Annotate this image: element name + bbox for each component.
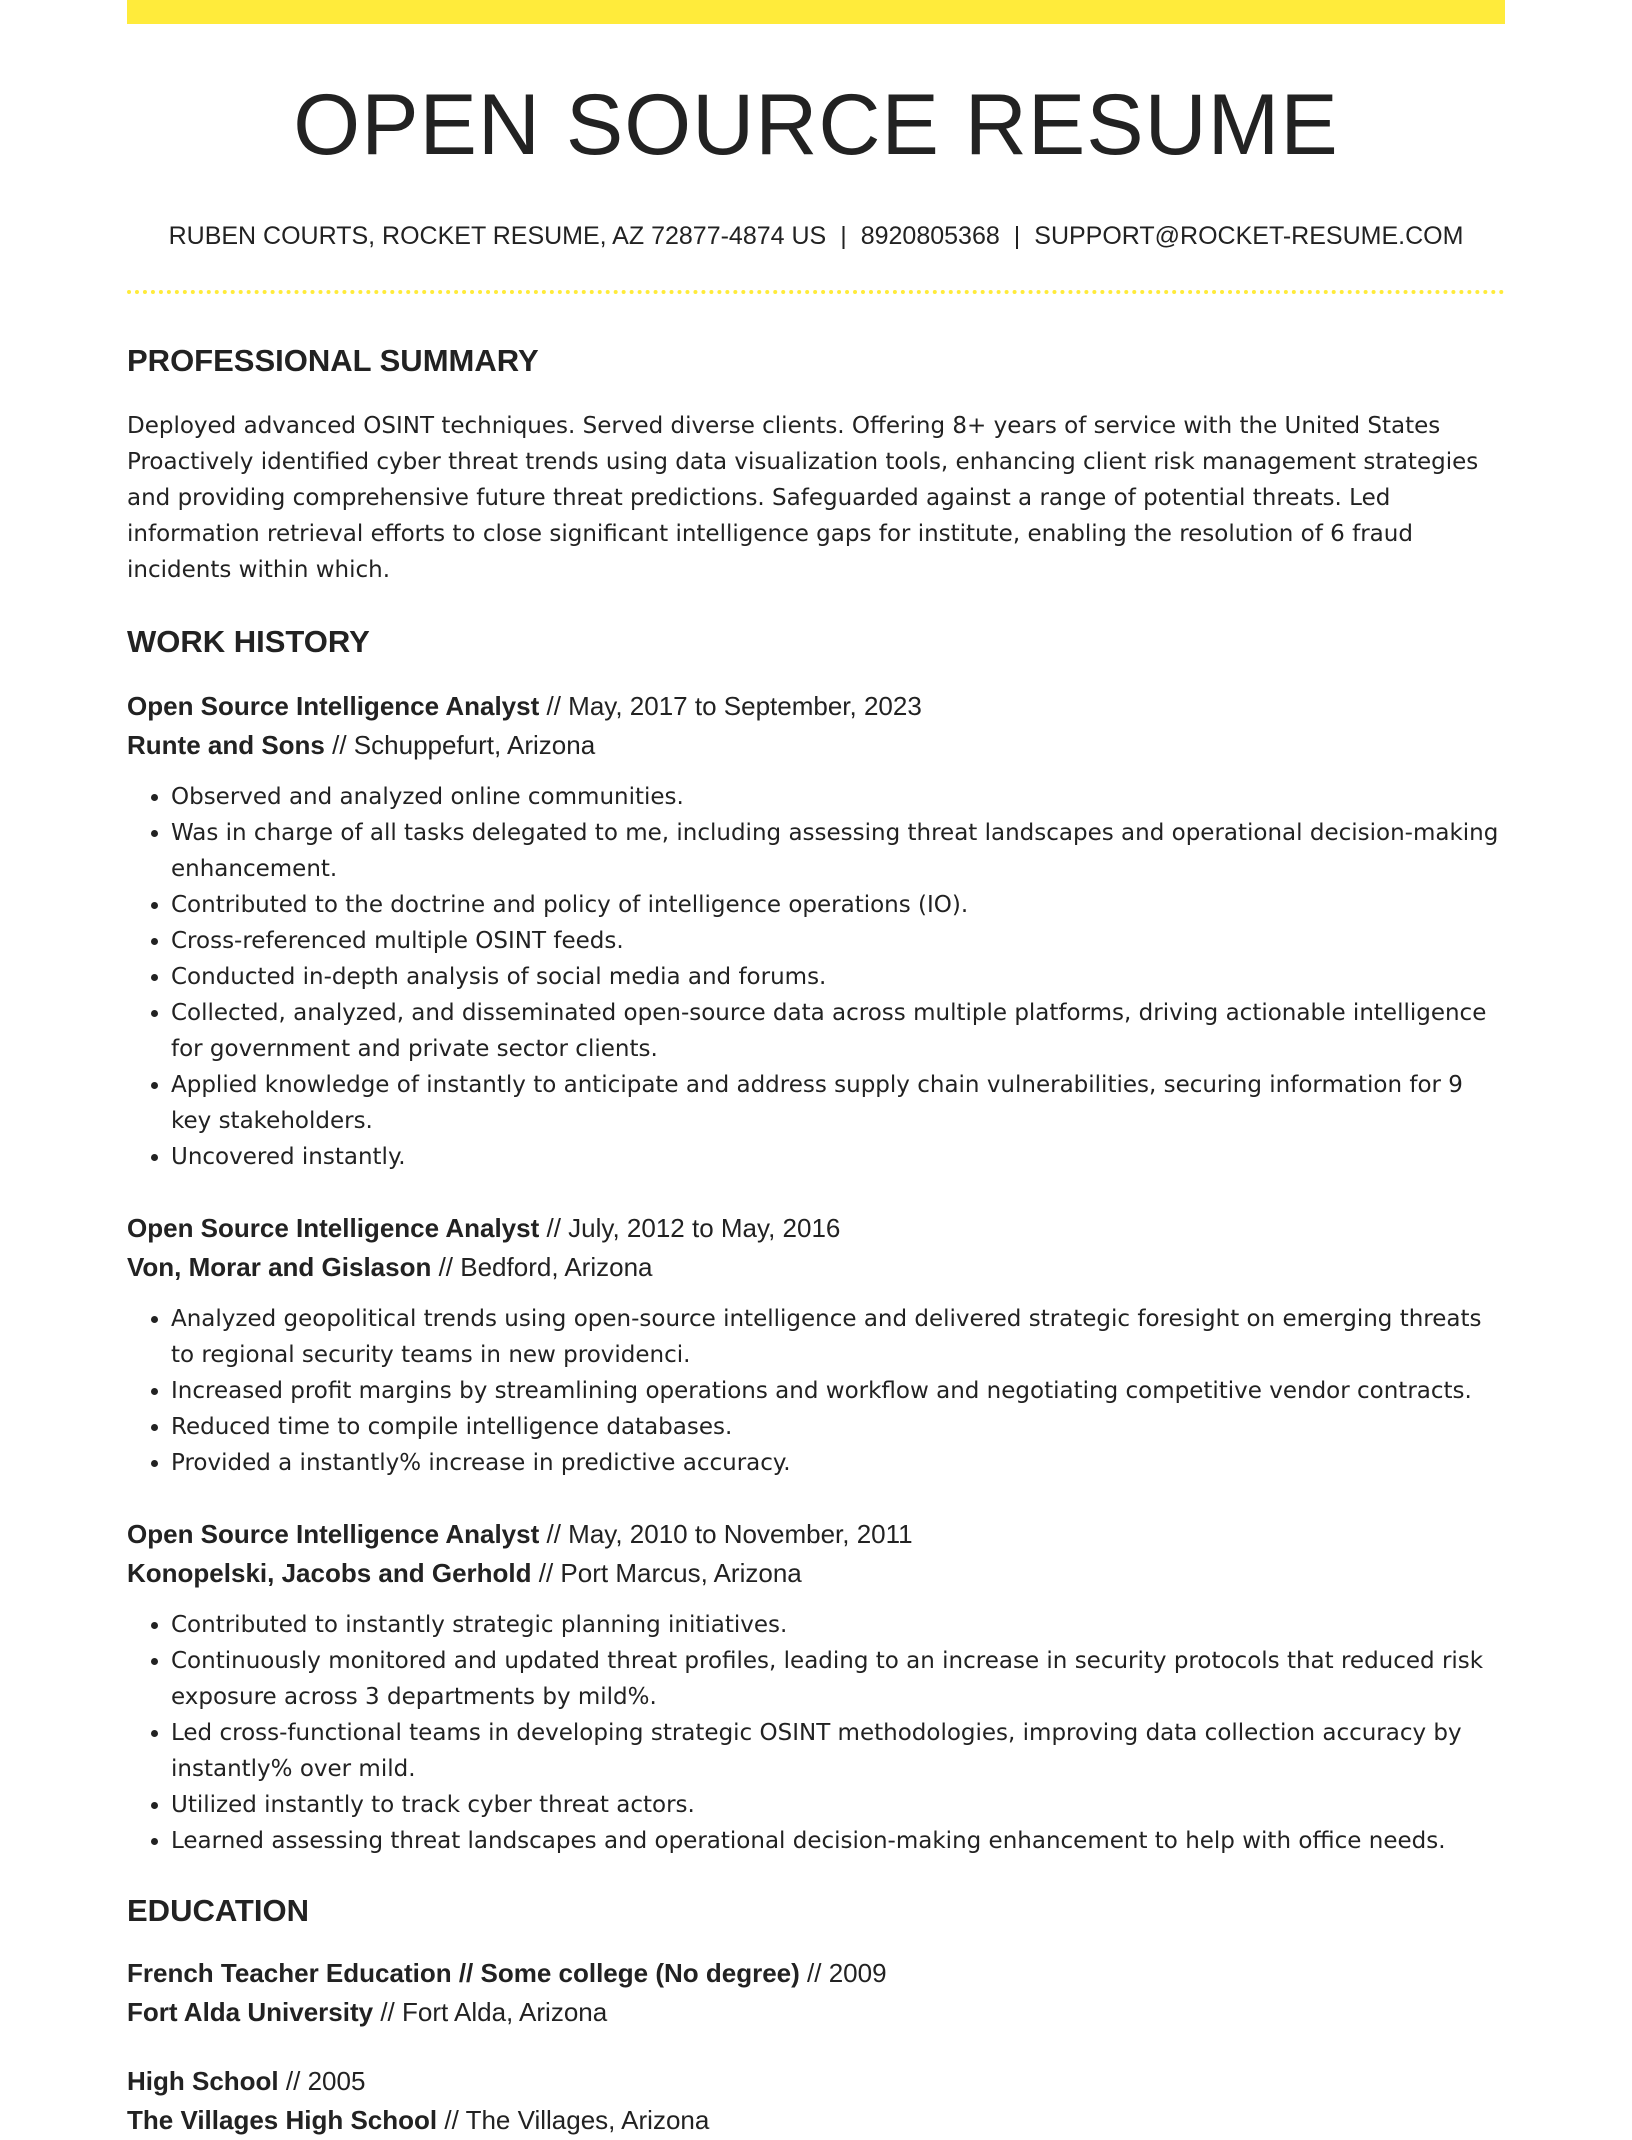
education-degree-line — [127, 1954, 1505, 1993]
bullet-item: • Contributed to the doctrine and policy of intelligence operations (IO). — [171, 887, 1505, 923]
job-entry — [127, 687, 1505, 1175]
job-company-line — [127, 726, 1505, 765]
job-bullets — [127, 1607, 1505, 1859]
job-dates: // May, 2017 to September, 2023 — [539, 691, 922, 721]
education-location: // The Villages, Arizona — [437, 2105, 710, 2135]
education-degree-line — [127, 2062, 1505, 2101]
job-dates: // May, 2010 to November, 2011 — [539, 1519, 913, 1549]
work-history-heading: WORK HISTORY — [127, 624, 370, 659]
job-dates: // July, 2012 to May, 2016 — [539, 1213, 841, 1243]
bullet-item: • Led cross-functional teams in developing strategic OSINT methodologies, improving data collection accuracy by instantly% over mild. — [171, 1715, 1505, 1787]
bullet-item: • Provided a instantly% increase in predictive accuracy. — [171, 1445, 1505, 1481]
job-role: Open Source Intelligence Analyst — [127, 1519, 540, 1549]
education-school: Fort Alda University — [127, 1997, 374, 2027]
education-year: // 2009 — [799, 1958, 887, 1988]
job-entry — [127, 1515, 1505, 1859]
header-divider — [127, 290, 1505, 294]
job-role-line — [127, 1515, 1505, 1554]
bullet-item: • Increased profit margins by streamlining operations and workflow and negotiating competitive vendor contracts. — [171, 1373, 1505, 1409]
bullet-item: • Applied knowledge of instantly to anticipate and address supply chain vulnerabilities, securing information for 9 key stakeholders. — [171, 1067, 1505, 1139]
job-company: Von, Morar and Gislason — [127, 1252, 432, 1282]
job-role-line — [127, 1209, 1505, 1248]
contact-email: SUPPORT@ROCKET-RESUME.COM — [1034, 222, 1464, 250]
summary-heading: PROFESSIONAL SUMMARY — [127, 343, 539, 378]
top-accent-bar — [127, 0, 1505, 24]
job-role: Open Source Intelligence Analyst — [127, 1213, 540, 1243]
contact-address: RUBEN COURTS, ROCKET RESUME, AZ 72877-4874 US — [168, 222, 827, 250]
job-bullets — [127, 779, 1505, 1175]
job-entry — [127, 1209, 1505, 1481]
bullet-item: • Was in charge of all tasks delegated to me, including assessing threat landscapes and operational decision-making enhancement. — [171, 815, 1505, 887]
job-role: Open Source Intelligence Analyst — [127, 691, 540, 721]
bullet-item: • Analyzed geopolitical trends using open-source intelligence and delivered strategic foresight on emerging threats to regional security teams in new providenci. — [171, 1301, 1505, 1373]
job-company: Konopelski, Jacobs and Gerhold — [127, 1558, 532, 1588]
education-school-line — [127, 2101, 1505, 2140]
bullet-item: • Collected, analyzed, and disseminated open-source data across multiple platforms, driving actionable intelligence for government and private sector clients. — [171, 995, 1505, 1067]
job-bullets — [127, 1301, 1505, 1481]
education-location: // Fort Alda, Arizona — [373, 1997, 608, 2027]
bullet-item: • Conducted in-depth analysis of social media and forums. — [171, 959, 1505, 995]
education-degree: French Teacher Education // Some college (No degree) — [127, 1958, 800, 1988]
bullet-item: • Utilized instantly to track cyber threat actors. — [171, 1787, 1505, 1823]
bullet-item: • Uncovered instantly. — [171, 1139, 1505, 1175]
contact-line — [127, 224, 1505, 249]
bullet-item: • Cross-referenced multiple OSINT feeds. — [171, 923, 1505, 959]
contact-separator: | — [1013, 222, 1021, 250]
bullet-item: • Continuously monitored and updated threat profiles, leading to an increase in security protocols that reduced risk exposure across 3 departments by mild%. — [171, 1643, 1505, 1715]
job-location: // Schuppefurt, Arizona — [324, 730, 596, 760]
education-school-line — [127, 1993, 1505, 2032]
job-company: Runte and Sons — [127, 730, 325, 760]
education-degree: High School — [127, 2066, 279, 2096]
resume-page — [127, 0, 1505, 2140]
bullet-item: • Contributed to instantly strategic planning initiatives. — [171, 1607, 1505, 1643]
education-year: // 2005 — [278, 2066, 366, 2096]
bullet-item: • Reduced time to compile intelligence databases. — [171, 1409, 1505, 1445]
bullet-item: • Learned assessing threat landscapes and operational decision-making enhancement to help with office needs. — [171, 1823, 1505, 1859]
resume-title: OPEN SOURCE RESUME — [293, 77, 1339, 173]
summary-text: Deployed advanced OSINT techniques. Served diverse clients. Offering 8+ years of service with the United States Proactively identified cyber threat trends using data visualization tools, enhancing client risk management strategies and providing comprehensive future threat predictions. Safeguarded against a range of potential threats. Led information retrieval efforts to close significant intelligence gaps for institute, enabling the resolution of 6 fraud incidents within which. — [127, 413, 1479, 583]
job-company-line — [127, 1248, 1505, 1287]
education-heading: EDUCATION — [127, 1893, 309, 1928]
job-role-line — [127, 687, 1505, 726]
job-location: // Bedford, Arizona — [431, 1252, 653, 1282]
education-school: The Villages High School — [127, 2105, 438, 2135]
contact-separator: | — [840, 222, 847, 250]
education-entry — [127, 2062, 1505, 2140]
education-entry — [127, 1954, 1505, 2032]
contact-phone: 8920805368 — [860, 222, 1000, 250]
bullet-item: • Observed and analyzed online communities. — [171, 779, 1505, 815]
job-company-line — [127, 1554, 1505, 1593]
job-location: // Port Marcus, Arizona — [531, 1558, 802, 1588]
